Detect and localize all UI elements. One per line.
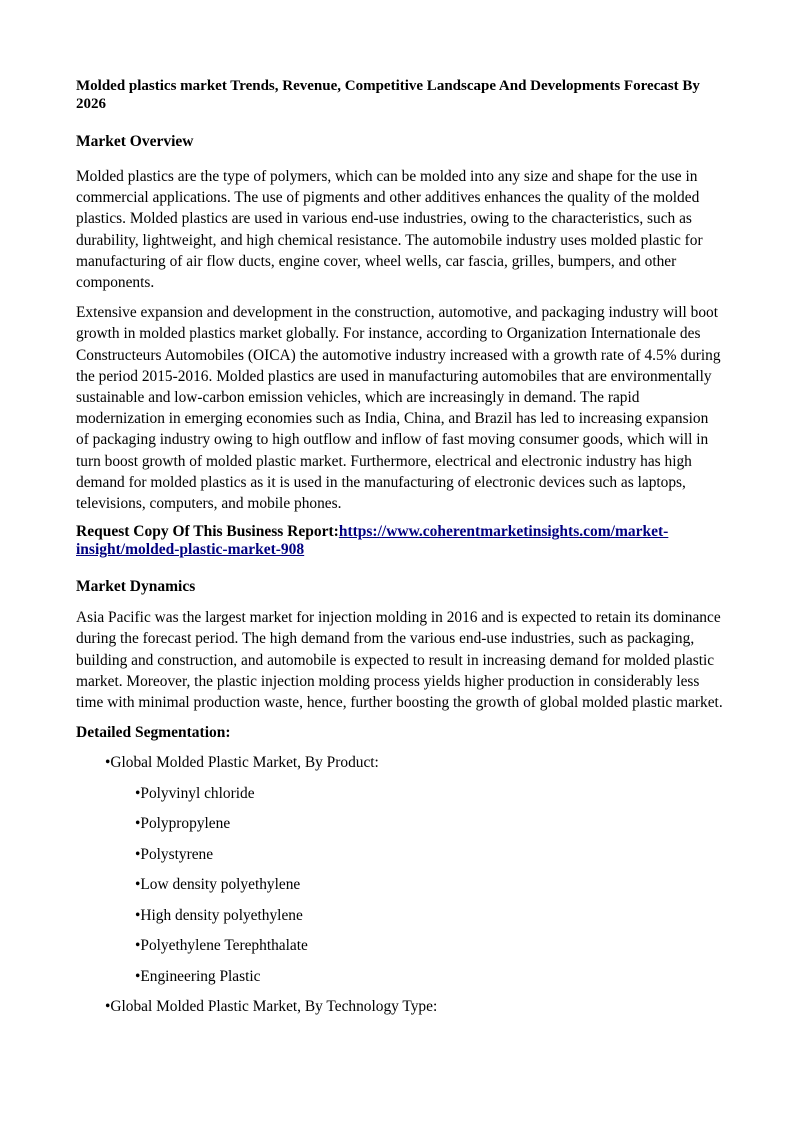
market-overview-heading: Market Overview [76, 133, 194, 150]
market-dynamics-heading: Market Dynamics [76, 578, 196, 596]
document-page [76, 77, 724, 1016]
document-title: Molded plastics market Trends, Revenue, Competitive Landscape And Developments Forecast By 2026 [76, 78, 700, 112]
report-link[interactable]: https://www.coherentmarketinsights.com/market-insight/molded-plastic-market-908 [76, 523, 669, 559]
product-item-engineering-plastic: •Engineering Plastic [135, 967, 261, 985]
detailed-segmentation-heading: Detailed Segmentation: [76, 724, 231, 742]
overview-paragraph-2: Extensive expansion and development in the construction, automotive, and packaging industry will boot growth in molded plastics market globally. For instance, according to Organization Internationale des Constructeurs Automobiles (OICA) the automotive industry increased with a growth rate of 4.5% during the period 2015-2016. Molded plastics are used in manufacturing automobiles that are environmentally sustainable and low-carbon emission vehicles, which are increasingly in demand. The rapid modernization in emerging economies such as India, China, and Brazil has led to increasing expansion of packaging industry owing to high outflow and inflow of fast moving consumer goods, which will in turn boost growth of molded plastic market. Furthermore, electrical and electronic industry has high demand for molded plastics as it is used in the manufacturing of electronic devices such as laptops, televisions, computers, and mobile phones. [76, 304, 721, 513]
product-item-polyvinyl-chloride: •Polyvinyl chloride [135, 784, 255, 802]
segment-by-product: •Global Molded Plastic Market, By Product: [105, 754, 379, 772]
product-item-polypropylene: •Polypropylene [135, 815, 231, 833]
market-dynamics-paragraph: Asia Pacific was the largest market for injection molding in 2016 and is expected to retain its dominance during the forecast period. The high demand from the various end-use industries, such as packaging, building and construction, and automobile is expected to result in increasing demand for molded plastic market. Moreover, the plastic injection molding process yields higher production in considerably less time with minimal production waste, hence, further boosting the growth of global molded plastic market. [76, 609, 723, 712]
overview-paragraph-1: Molded plastics are the type of polymers, which can be molded into any size and shape for the use in commercial applications. The use of pigments and other additives enhances the quality of the molded plastics. Molded plastics are used in various end-use industries, owing to the characteristics, such as durability, lightweight, and high chemical resistance. The automobile industry uses molded plastic for manufacturing of air flow ducts, engine cover, wheel wells, car fascia, grilles, bumpers, and other components. [76, 168, 703, 292]
request-copy-label: Request Copy Of This Business Report: [76, 523, 339, 541]
product-item-pet: •Polyethylene Terephthalate [135, 937, 308, 955]
product-item-ldpe: •Low density polyethylene [135, 876, 301, 894]
product-item-hdpe: •High density polyethylene [135, 906, 303, 924]
segment-by-technology: •Global Molded Plastic Market, By Technology Type: [105, 998, 438, 1016]
product-item-polystyrene: •Polystyrene [135, 845, 214, 863]
request-copy-line [76, 523, 724, 559]
